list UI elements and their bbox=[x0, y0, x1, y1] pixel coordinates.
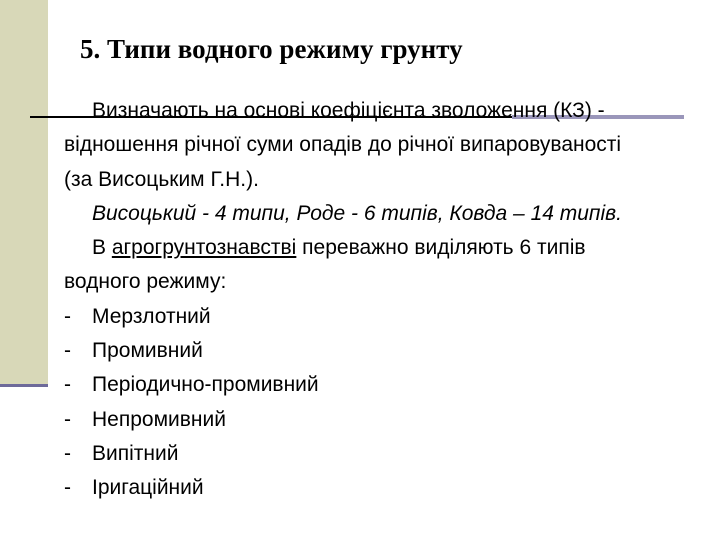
definition-line-3: (за Висоцьким Г.Н.). bbox=[64, 167, 259, 191]
list-item-label: Промивний bbox=[92, 339, 203, 363]
classification-line: Висоцький - 4 типи, Роде - 6 типів, Ковда – 14 типів. bbox=[92, 201, 622, 225]
agro-line-suffix: переважно виділяють 6 типів bbox=[296, 236, 586, 260]
definition-line-1: Визначають на основі коефіцієнта зволоження (КЗ) - bbox=[92, 99, 605, 122]
side-decoration-rule bbox=[0, 384, 48, 387]
agro-continuation: водного режиму: bbox=[64, 270, 227, 294]
list-item bbox=[64, 300, 714, 334]
list-item bbox=[64, 368, 714, 402]
bullet-dash: - bbox=[64, 373, 71, 397]
list-item bbox=[64, 437, 714, 471]
agro-term-link[interactable]: агрогрунтознавстві bbox=[111, 236, 297, 260]
side-decoration-band bbox=[0, 0, 48, 384]
list-item-label: Мерзлотний bbox=[92, 304, 211, 328]
list-item-label: Іригаційний bbox=[92, 476, 204, 500]
bullet-dash: - bbox=[64, 476, 71, 500]
list-item-label: Періодично-промивний bbox=[92, 373, 319, 397]
bullet-dash: - bbox=[64, 304, 71, 328]
agro-line-prefix: В bbox=[92, 236, 112, 260]
definition-line-2: відношення річної суми опадів до річної випаровуваності bbox=[64, 133, 622, 157]
list-item bbox=[64, 334, 714, 368]
bullet-dash: - bbox=[64, 441, 71, 465]
list-item bbox=[64, 471, 714, 505]
bullet-dash: - bbox=[64, 407, 71, 431]
bullet-dash: - bbox=[64, 339, 71, 363]
list-item bbox=[64, 403, 714, 437]
list-item-label: Непромивний bbox=[92, 407, 226, 431]
slide-body bbox=[64, 94, 714, 506]
agro-line bbox=[64, 231, 714, 265]
slide-title: 5. Типи водного режиму грунту bbox=[80, 34, 463, 64]
list-item-label: Випітний bbox=[92, 441, 179, 465]
